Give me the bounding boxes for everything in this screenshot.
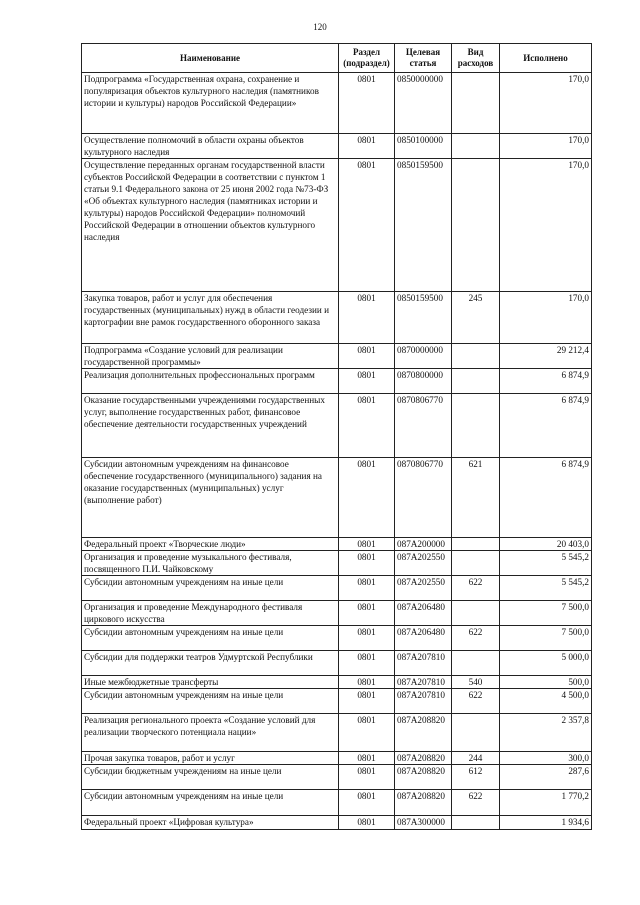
cell-name: Субсидии автономным учреждениям на финансовое обеспечение государственного (муниципального) задания на оказание государственных (муниципальных) услуг (выполнение работ) bbox=[82, 458, 339, 538]
cell-name: Иные межбюджетные трансферты bbox=[82, 676, 339, 689]
cell-amount: 170,0 bbox=[500, 292, 592, 344]
cell-name: Организация и проведение музыкального фестиваля, посвященного П.И. Чайковскому bbox=[82, 551, 339, 576]
table-row bbox=[82, 134, 592, 159]
cell-target: 0850100000 bbox=[395, 134, 452, 159]
header-section: Раздел (подраздел) bbox=[339, 44, 395, 73]
table-row bbox=[82, 369, 592, 394]
cell-type bbox=[452, 538, 500, 551]
table-row bbox=[82, 601, 592, 626]
cell-target: 087A208820 bbox=[395, 752, 452, 765]
cell-section: 0801 bbox=[339, 651, 395, 676]
cell-name: Субсидии автономным учреждениям на иные цели bbox=[82, 790, 339, 816]
table-row bbox=[82, 73, 592, 134]
cell-type: 540 bbox=[452, 676, 500, 689]
cell-section: 0801 bbox=[339, 369, 395, 394]
cell-target: 087A206480 bbox=[395, 601, 452, 626]
header-amount: Исполнено bbox=[500, 44, 592, 73]
cell-type bbox=[452, 651, 500, 676]
table-row bbox=[82, 576, 592, 601]
cell-amount: 500,0 bbox=[500, 676, 592, 689]
table-row bbox=[82, 538, 592, 551]
cell-target: 087A200000 bbox=[395, 538, 452, 551]
cell-target: 087A202550 bbox=[395, 551, 452, 576]
table-row bbox=[82, 790, 592, 816]
cell-target: 087A206480 bbox=[395, 626, 452, 651]
cell-section: 0801 bbox=[339, 790, 395, 816]
cell-type: 612 bbox=[452, 765, 500, 790]
cell-type bbox=[452, 816, 500, 830]
cell-section: 0801 bbox=[339, 576, 395, 601]
table-row bbox=[82, 292, 592, 344]
cell-section: 0801 bbox=[339, 344, 395, 369]
cell-amount: 170,0 bbox=[500, 134, 592, 159]
cell-type bbox=[452, 159, 500, 292]
budget-execution-table bbox=[81, 43, 592, 830]
cell-amount: 1 770,2 bbox=[500, 790, 592, 816]
cell-name: Прочая закупка товаров, работ и услуг bbox=[82, 752, 339, 765]
table-row bbox=[82, 458, 592, 538]
cell-amount: 29 212,4 bbox=[500, 344, 592, 369]
cell-section: 0801 bbox=[339, 601, 395, 626]
cell-name: Закупка товаров, работ и услуг для обеспечения государственных (муниципальных) нужд в области геодезии и картографии вне рамок государственного оборонного заказа bbox=[82, 292, 339, 344]
cell-target: 087A207810 bbox=[395, 651, 452, 676]
cell-name: Осуществление переданных органам государственной власти субъектов Российской Федерации в соответствии с пунктом 1 статьи 9.1 Федерального закона от 25 июня 2002 года №73-ФЗ «Об объектах культурного наследия (памятниках истории и культуры) народов Российской Федерации» полномочий Российской Федерации в отношении объектов культурного наследия bbox=[82, 159, 339, 292]
cell-section: 0801 bbox=[339, 626, 395, 651]
cell-amount: 2 357,8 bbox=[500, 714, 592, 752]
cell-section: 0801 bbox=[339, 689, 395, 714]
cell-amount: 170,0 bbox=[500, 73, 592, 134]
cell-target: 0870806770 bbox=[395, 458, 452, 538]
cell-name: Субсидии автономным учреждениям на иные цели bbox=[82, 689, 339, 714]
page-number: 120 bbox=[313, 22, 327, 32]
cell-section: 0801 bbox=[339, 134, 395, 159]
cell-amount: 6 874,9 bbox=[500, 369, 592, 394]
table-row bbox=[82, 689, 592, 714]
cell-target: 0850159500 bbox=[395, 159, 452, 292]
cell-amount: 5 545,2 bbox=[500, 551, 592, 576]
cell-amount: 20 403,0 bbox=[500, 538, 592, 551]
cell-section: 0801 bbox=[339, 765, 395, 790]
cell-name: Реализация дополнительных профессиональных программ bbox=[82, 369, 339, 394]
table-row bbox=[82, 651, 592, 676]
cell-type bbox=[452, 394, 500, 458]
table-header-row bbox=[82, 44, 592, 73]
cell-name: Реализация регионального проекта «Создание условий для реализации творческого потенциала нации» bbox=[82, 714, 339, 752]
cell-amount: 300,0 bbox=[500, 752, 592, 765]
cell-type bbox=[452, 369, 500, 394]
table-row bbox=[82, 344, 592, 369]
cell-target: 0870800000 bbox=[395, 369, 452, 394]
cell-section: 0801 bbox=[339, 394, 395, 458]
table-row bbox=[82, 626, 592, 651]
cell-amount: 6 874,9 bbox=[500, 458, 592, 538]
cell-section: 0801 bbox=[339, 816, 395, 830]
cell-type bbox=[452, 134, 500, 159]
cell-type bbox=[452, 73, 500, 134]
cell-section: 0801 bbox=[339, 676, 395, 689]
cell-section: 0801 bbox=[339, 714, 395, 752]
cell-section: 0801 bbox=[339, 73, 395, 134]
cell-target: 0870000000 bbox=[395, 344, 452, 369]
cell-type bbox=[452, 551, 500, 576]
cell-name: Подпрограмма «Государственная охрана, сохранение и популяризация объектов культурного наследия (памятников истории и культуры) народов Российской Федерации» bbox=[82, 73, 339, 134]
cell-target: 0850000000 bbox=[395, 73, 452, 134]
table-row bbox=[82, 752, 592, 765]
cell-target: 087A208820 bbox=[395, 765, 452, 790]
header-name: Наименование bbox=[82, 44, 339, 73]
cell-type: 244 bbox=[452, 752, 500, 765]
table-row bbox=[82, 551, 592, 576]
cell-type: 622 bbox=[452, 576, 500, 601]
cell-target: 087A208820 bbox=[395, 790, 452, 816]
cell-section: 0801 bbox=[339, 159, 395, 292]
cell-target: 0870806770 bbox=[395, 394, 452, 458]
cell-name: Осуществление полномочий в области охраны объектов культурного наследия bbox=[82, 134, 339, 159]
cell-name: Федеральный проект «Творческие люди» bbox=[82, 538, 339, 551]
cell-amount: 7 500,0 bbox=[500, 626, 592, 651]
cell-type: 621 bbox=[452, 458, 500, 538]
cell-name: Организация и проведение Международного фестиваля циркового искусства bbox=[82, 601, 339, 626]
table-body bbox=[82, 73, 592, 830]
cell-amount: 170,0 bbox=[500, 159, 592, 292]
table-row bbox=[82, 714, 592, 752]
cell-section: 0801 bbox=[339, 292, 395, 344]
cell-type: 245 bbox=[452, 292, 500, 344]
cell-type: 622 bbox=[452, 790, 500, 816]
cell-amount: 5 000,0 bbox=[500, 651, 592, 676]
cell-target: 087A207810 bbox=[395, 689, 452, 714]
header-target: Целевая статья bbox=[395, 44, 452, 73]
cell-type: 622 bbox=[452, 689, 500, 714]
table-row bbox=[82, 765, 592, 790]
cell-target: 087A207810 bbox=[395, 676, 452, 689]
cell-type: 622 bbox=[452, 626, 500, 651]
cell-name: Федеральный проект «Цифровая культура» bbox=[82, 816, 339, 830]
cell-target: 087A300000 bbox=[395, 816, 452, 830]
cell-name: Субсидии автономным учреждениям на иные цели bbox=[82, 576, 339, 601]
cell-section: 0801 bbox=[339, 538, 395, 551]
header-type: Вид расходов bbox=[452, 44, 500, 73]
cell-section: 0801 bbox=[339, 752, 395, 765]
cell-type bbox=[452, 344, 500, 369]
cell-name: Субсидии для поддержки театров Удмуртской Республики bbox=[82, 651, 339, 676]
cell-name: Субсидии автономным учреждениям на иные цели bbox=[82, 626, 339, 651]
cell-target: 087A208820 bbox=[395, 714, 452, 752]
table-row bbox=[82, 816, 592, 830]
cell-name: Подпрограмма «Создание условий для реализации государственной программы» bbox=[82, 344, 339, 369]
cell-amount: 5 545,2 bbox=[500, 576, 592, 601]
cell-amount: 287,6 bbox=[500, 765, 592, 790]
cell-target: 087A202550 bbox=[395, 576, 452, 601]
cell-amount: 7 500,0 bbox=[500, 601, 592, 626]
cell-target: 0850159500 bbox=[395, 292, 452, 344]
cell-name: Оказание государственными учреждениями государственных услуг, выполнение государственных работ, финансовое обеспечение деятельности государственных учреждений bbox=[82, 394, 339, 458]
table-row bbox=[82, 159, 592, 292]
cell-section: 0801 bbox=[339, 458, 395, 538]
table-row bbox=[82, 394, 592, 458]
cell-type bbox=[452, 601, 500, 626]
cell-type bbox=[452, 714, 500, 752]
cell-amount: 4 500,0 bbox=[500, 689, 592, 714]
table-row bbox=[82, 676, 592, 689]
cell-amount: 6 874,9 bbox=[500, 394, 592, 458]
cell-name: Субсидии бюджетным учреждениям на иные цели bbox=[82, 765, 339, 790]
cell-amount: 1 934,6 bbox=[500, 816, 592, 830]
cell-section: 0801 bbox=[339, 551, 395, 576]
